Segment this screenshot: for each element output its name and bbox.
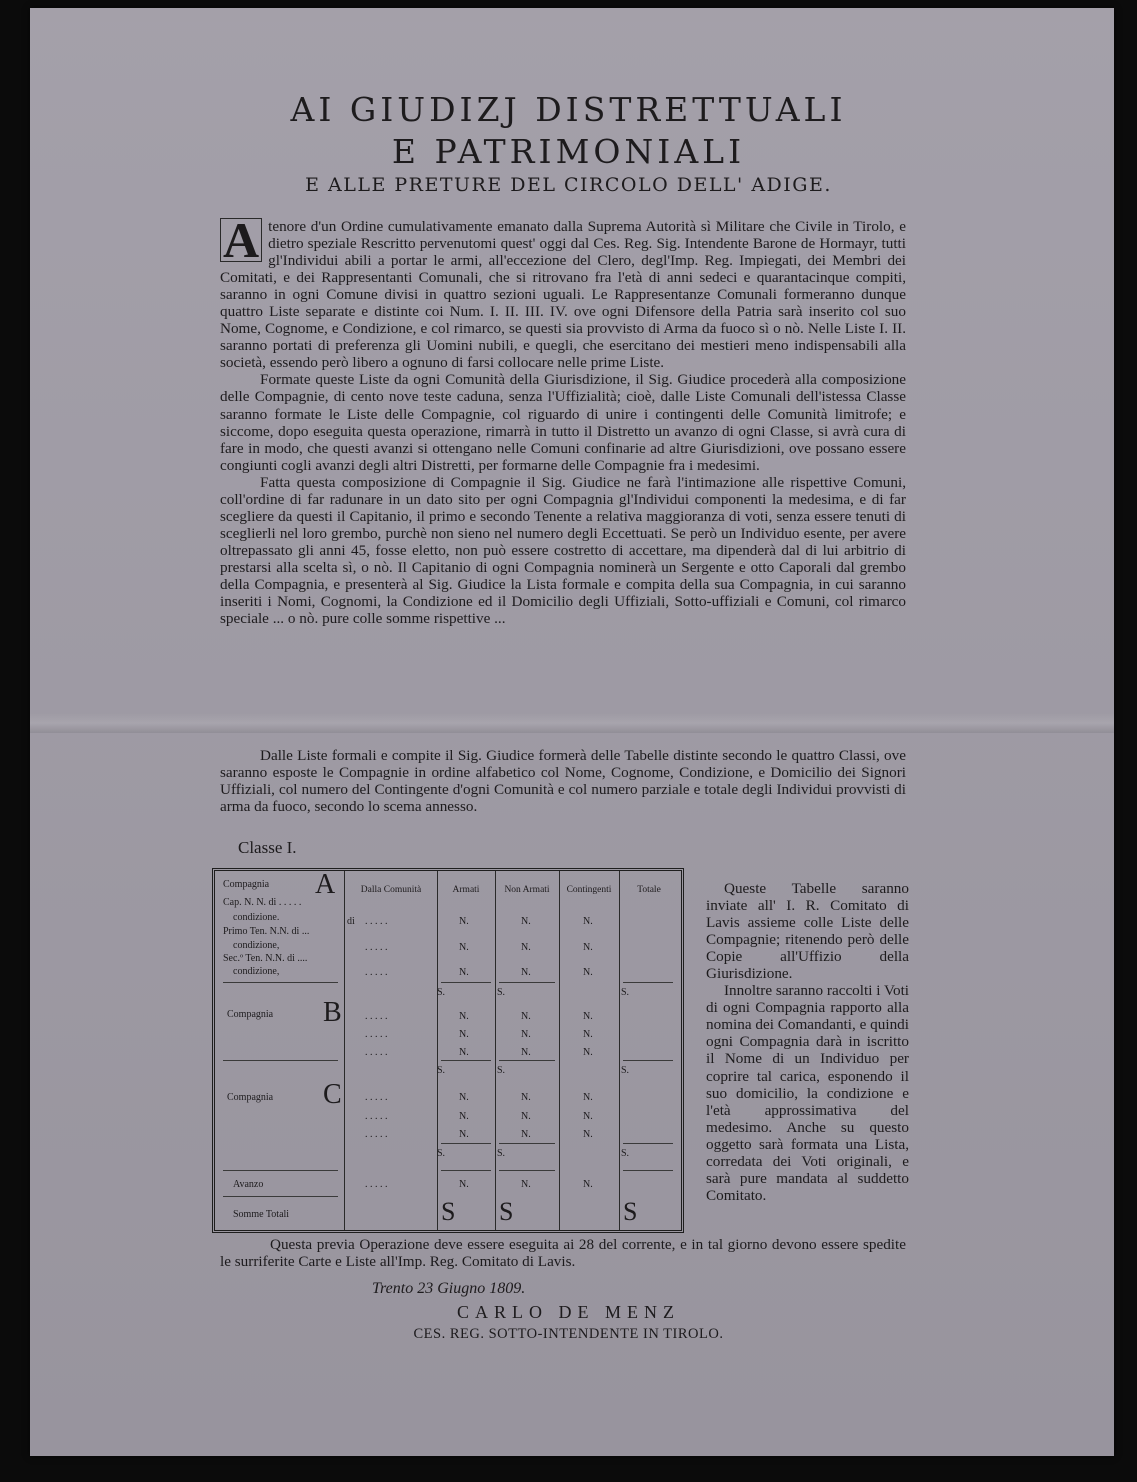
column-rule — [619, 871, 620, 1230]
rule — [623, 1060, 673, 1061]
rule — [499, 1143, 555, 1144]
body-text-top — [220, 212, 906, 628]
s-mark: S. — [497, 1065, 506, 1076]
n-mark: N. — [459, 1047, 469, 1058]
dots: . . . . . — [365, 1129, 388, 1140]
column-rule — [344, 871, 345, 1230]
di-label: di — [347, 916, 355, 927]
schema-table — [212, 868, 684, 1233]
heading-line-3: E ALLE PRETURE DEL CIRCOLO DELL' ADIGE. — [305, 174, 832, 196]
column-rule — [495, 871, 496, 1230]
rule — [499, 1060, 555, 1061]
closing-text — [220, 1236, 906, 1270]
row-text: Cap. N. N. di . . . . . — [223, 897, 302, 908]
n-mark: N. — [583, 942, 593, 953]
n-mark: N. — [583, 1179, 593, 1190]
dots: . . . . . — [365, 1011, 388, 1022]
column-rule — [437, 871, 438, 1230]
rule — [441, 1143, 491, 1144]
n-mark: N. — [521, 1029, 531, 1040]
dots: . . . . . — [365, 1029, 388, 1040]
classe-label: Classe I. — [238, 838, 297, 857]
n-mark: N. — [583, 1011, 593, 1022]
rule — [441, 1170, 491, 1171]
paragraph-3: Fatta questa composizione di Compagnie il Sig. Giudice ne farà l'intimazione alle rispettive Comuni, coll'ordine di far radunare in un dato sito per ogni Compagnia gl'Individui componenti la medesima, e di far scegliere da questi il Capitanio, il primo e secondo Tenente a relativa maggioranza di voti, senza essere tenuti di sceglierli nel loro grembo, purchè non sieno nel numero degli Eccettuati. Se però un Individuo esente, per avere oltrepassato gli anni 45, fosse eletto, non può essere costretto di accettare, ma dipenderà dal di lui arbitrio di prestarsi alla scelta sì, o nò. Il Capitanio di ogni Compagnia nominerà un Sergente e otto Caporali dal grembo della Compagnia, e presenterà al Sig. Giudice la Lista formale e compita della sua Compagnia, in cui saranno inseriti i Nomi, Cognomi, la Condizione ed il Domicilio degli Uffiziali, Sotto-uffiziali e Comuni, col rimarco speciale ... o nò. pure colle somme rispettive ... — [220, 473, 906, 628]
n-mark: N. — [459, 1111, 469, 1122]
heading-line-1: AI GIUDIZJ DISTRETTUALI — [290, 90, 847, 129]
letter-a: A — [315, 869, 336, 900]
row-text: condizione, — [233, 940, 280, 951]
row-text: condizione, — [233, 966, 280, 977]
paragraph-4: Dalle Liste formali e compite il Sig. Giudice formerà delle Tabelle distinte secondo le quattro Classi, ove saranno esposte le Compagnie in ordine alfabetico col Nome, Cognome, Condizione, e Domicilio dei Signori Uffiziali, col numero del Contingente d'ogni Comunità e col numero parziale e totale degli Individui provvisti di arma da fuoco, secondo lo scema annesso. — [220, 747, 906, 816]
header-armati: Armati — [452, 885, 480, 895]
letter-b: B — [323, 997, 342, 1028]
rule — [223, 982, 338, 983]
avanzo-label: Avanzo — [233, 1179, 264, 1190]
n-mark: N. — [583, 1129, 593, 1140]
dots: . . . . . — [365, 967, 388, 978]
n-mark: N. — [459, 1179, 469, 1190]
n-mark: N. — [521, 1092, 531, 1103]
s-mark: S. — [621, 1065, 630, 1076]
total-s-armati: S — [441, 1197, 456, 1226]
rule — [223, 1060, 338, 1061]
drop-cap: A — [220, 218, 262, 262]
total-s-totale: S — [623, 1197, 638, 1226]
n-mark: N. — [521, 1129, 531, 1140]
compagnia-label: Compagnia — [227, 1009, 274, 1020]
n-mark: N. — [583, 1092, 593, 1103]
s-mark: S. — [497, 1148, 506, 1159]
n-mark: N. — [583, 1029, 593, 1040]
compagnia-label: Compagnia — [223, 879, 270, 890]
dots: . . . . . — [365, 942, 388, 953]
s-mark: S. — [497, 987, 506, 998]
s-mark: S. — [437, 1148, 446, 1159]
n-mark: N. — [459, 942, 469, 953]
rule — [223, 1170, 338, 1171]
header-contingenti: Contingenti — [566, 885, 612, 895]
row-text: Sec.º Ten. N.N. di .... — [223, 953, 308, 964]
dots: . . . . . — [365, 1179, 388, 1190]
n-mark: N. — [521, 1111, 531, 1122]
letter-c: C — [323, 1079, 342, 1110]
s-mark: S. — [437, 987, 446, 998]
rule — [499, 982, 555, 983]
n-mark: N. — [521, 916, 531, 927]
n-mark: N. — [521, 942, 531, 953]
somme-totali-label: Somme Totali — [233, 1209, 290, 1220]
n-mark: N. — [459, 916, 469, 927]
n-mark: N. — [583, 1047, 593, 1058]
compagnia-label: Compagnia — [227, 1092, 274, 1103]
paragraph-1-text: tenore d'un Ordine cumulativamente emanato dalla Suprema Autorità sì Militare che Civile in Tirolo, e dietro speziale Rescritto pervenutomi quest' oggi dal Ces. Reg. Sig. Intendente Barone de Hormayr, tutti gl'Individui abili a portar le armi, all'eccezione del Clero, degl'Imp. Reg. Impiegati, dei Membri dei Comitati, e dei Rappresentanti Comunali, che si ritrovano fra l'età di anni sedeci e quarantacinque compiti, saranno in ogni Comune divisi in quattro sezioni uguali. Le Rappresentanze Comunali formeranno dunque quattro Liste separate e distinte coi Num. I. II. III. IV. ove ogni Difensore della Patria sarà inserito col suo Nome, Cognome, e Condizione, e col rimarco, se questi sia provvisto di Arma da fuoco sì o nò. Nelle Liste I. II. saranno portati di preferenza gli Uomini nubili, e quegli, che esercitano dei mestieri meno indispensabili alla società, essendo però libero a ognuno di farsi collocare nelle prime Liste. — [220, 218, 906, 372]
paper-fold — [30, 713, 1114, 733]
date-line: Trento 23 Giugno 1809. — [372, 1280, 526, 1297]
paragraph-2: Formate queste Liste da ogni Comunità della Giurisdizione, il Sig. Giudice procederà alla composizione delle Compagnie, di cento nove teste caduna, senza l'Uffizialità; cioè, dalle Liste Comunali dell'istessa Classe saranno formate le Liste delle Compagnie, col riguardo di unire i contingenti delle Comunità limitrofe; e siccome, dopo eseguita questa operazione, rimarrà in tutto il Distretto un avanzo di ogni Classe, si avrà cura di fare in modo, che questi avanzi si ottengano nelle Comuni confinarie ad altre Giurisdizioni, ove possano essere congiunti cogli avanzi degli altri Distretti, per formarne delle Compagnie fra i medesimi. — [220, 371, 906, 474]
row-text: Primo Ten. N.N. di ... — [223, 926, 310, 937]
n-mark: N. — [521, 1011, 531, 1022]
body-text-bottom — [220, 747, 906, 815]
n-mark: N. — [521, 1179, 531, 1190]
n-mark: N. — [459, 967, 469, 978]
n-mark: N. — [459, 1092, 469, 1103]
dots: . . . . . — [365, 916, 388, 927]
n-mark: N. — [583, 967, 593, 978]
side-note — [706, 880, 909, 1204]
s-mark: S. — [621, 987, 630, 998]
rule — [623, 1143, 673, 1144]
closing-paragraph: Questa previa Operazione deve essere eseguita ai 28 del corrente, e in tal giorno devono essere spedite le surriferite Carte e Liste all'Imp. Reg. Comitato di Lavis. — [220, 1236, 906, 1271]
dots: . . . . . — [365, 1092, 388, 1103]
signatory-title: CES. REG. SOTTO-INTENDENTE IN TIROLO. — [413, 1326, 724, 1342]
n-mark: N. — [459, 1129, 469, 1140]
paragraph-1 — [220, 212, 906, 372]
dots: . . . . . — [365, 1111, 388, 1122]
column-rule — [559, 871, 560, 1230]
n-mark: N. — [459, 1029, 469, 1040]
n-mark: N. — [583, 916, 593, 927]
dots: . . . . . — [365, 1047, 388, 1058]
header-totale: Totale — [637, 885, 661, 895]
rule — [499, 1170, 555, 1171]
n-mark: N. — [583, 1111, 593, 1122]
header-dalla-comunita: Dalla Comunità — [360, 885, 422, 895]
rule — [623, 982, 673, 983]
rule — [441, 982, 491, 983]
n-mark: N. — [521, 967, 531, 978]
signatory-name: CARLO DE MENZ — [457, 1302, 680, 1322]
row-text: condizione. — [233, 912, 280, 923]
heading-line-2: E PATRIMONIALI — [391, 132, 746, 171]
s-mark: S. — [621, 1148, 630, 1159]
rule — [223, 1196, 338, 1197]
side-paragraph-2: Innoltre saranno raccolti i Voti di ogni Compagnia rapporto alla nomina dei Comandanti, e quindi ogni Compagnia darà in iscritto il Nome di un Individuo per coprire tal carica, esponendo il suo domicilio, la condizione e l'età approssimativa del medesimo. Anche su questo oggetto sarà formata una Lista, corredata dei Voti originali, e sarà pure mandata al suddetto Comitato. — [706, 982, 910, 1204]
n-mark: N. — [459, 1011, 469, 1022]
header-non-armati: Non Armati — [504, 885, 550, 895]
side-paragraph-1: Queste Tabelle saranno inviate all' I. R. Comitato di Lavis assieme colle Liste delle Compagnie; ritenendo però delle Copie all'Uffizio della Giurisdizione. — [706, 880, 909, 983]
total-s-non-armati: S — [499, 1197, 514, 1226]
rule — [623, 1170, 673, 1171]
n-mark: N. — [521, 1047, 531, 1058]
s-mark: S. — [437, 1065, 446, 1076]
rule — [441, 1060, 491, 1061]
